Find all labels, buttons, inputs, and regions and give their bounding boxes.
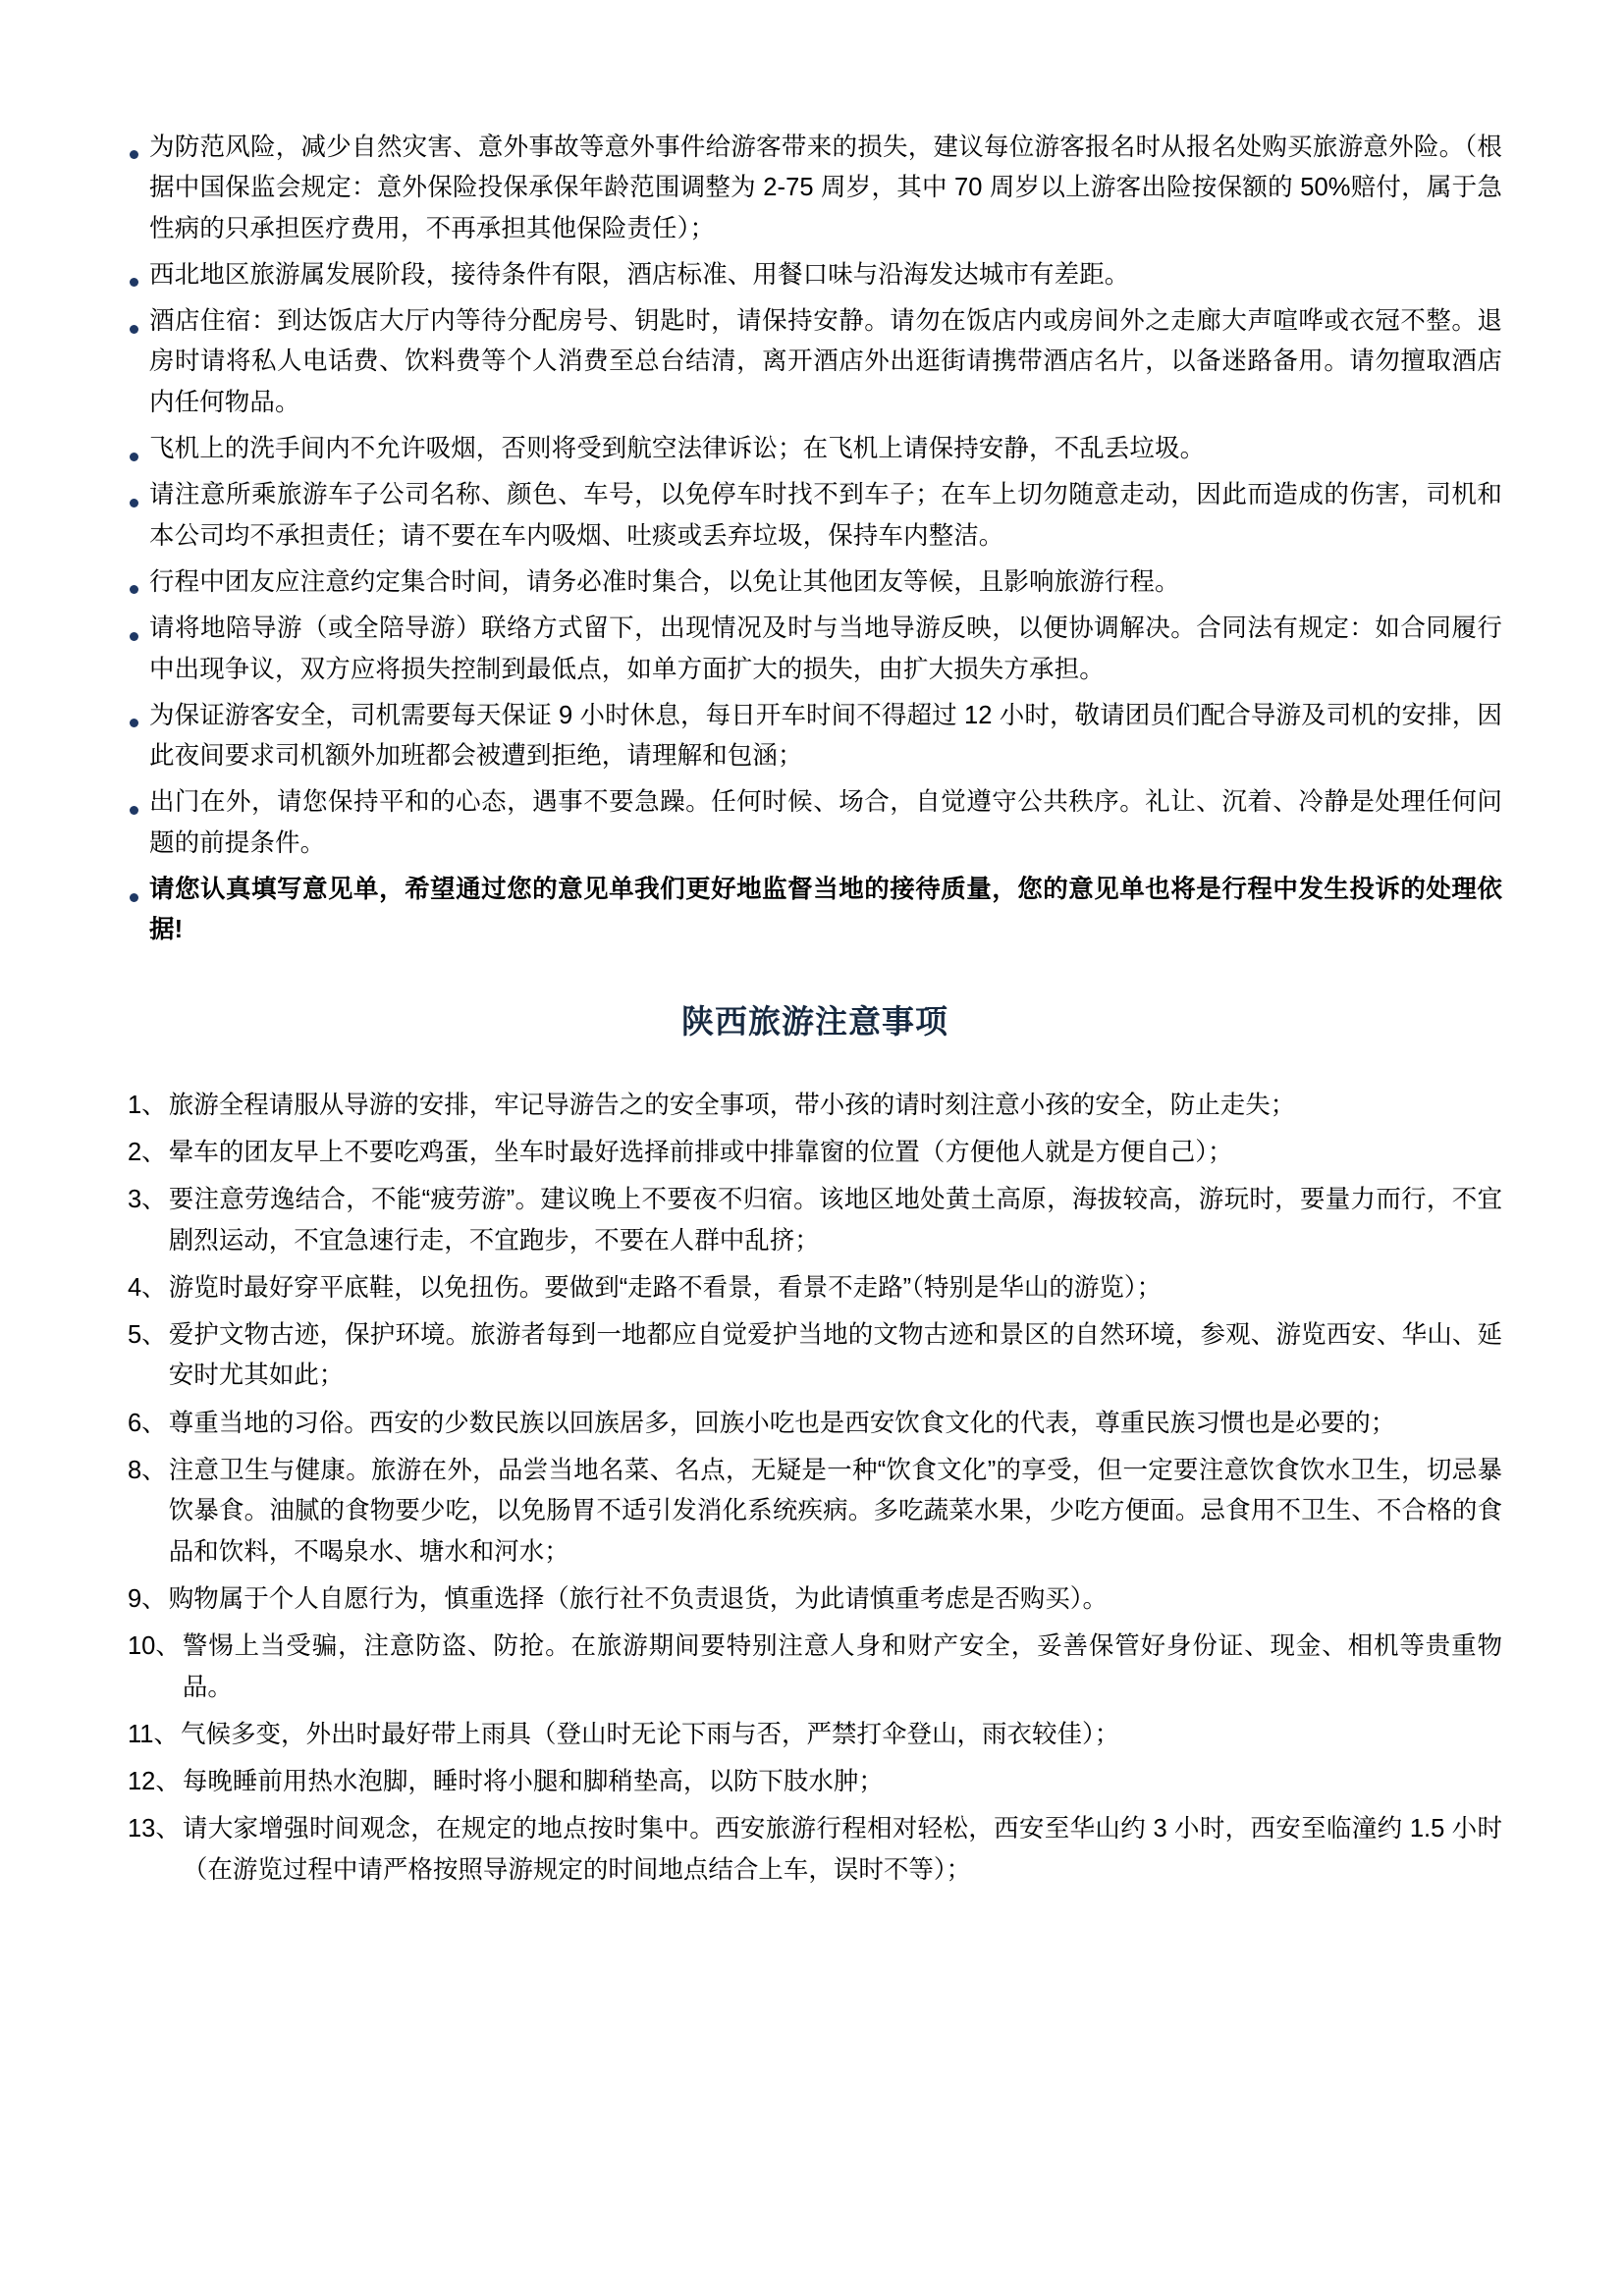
numbered-note-index: 1、 xyxy=(128,1091,167,1119)
numbered-note-index: 3、 xyxy=(128,1186,167,1214)
notice-item-text: 酒店住宿：到达饭店大厅内等待分配房号、钥匙时，请保持安静。请勿在饭店内或房间外之走廊大声喧哗或衣冠不整。退房时请将私人电话费、饮料费等个人消费至总台结清，离开酒店外出逛街请携带酒店名片，以备迷路备用。请勿擅取酒店内任何物品。 xyxy=(149,307,1502,416)
notice-item-text: 出门在外，请您保持平和的心态，遇事不要急躁。任何时候、场合，自觉遵守公共秩序。礼让、沉着、冷静是处理任何问题的前提条件。 xyxy=(149,788,1502,857)
document-content xyxy=(128,128,1502,1897)
numbered-note-item xyxy=(128,1579,1502,1620)
notice-item-text: 飞机上的洗手间内不允许吸烟，否则将受到航空法律诉讼；在飞机上请保持安静，不乱丢垃圾。 xyxy=(149,435,1206,463)
numbered-note-index: 8、 xyxy=(128,1457,167,1485)
numbered-note-text: 购物属于个人自愿行为，慎重选择（旅行社不负责退货，为此请慎重考虑是否购买）。 xyxy=(168,1584,1108,1613)
notice-item xyxy=(128,301,1502,423)
numbered-note-index: 10、 xyxy=(128,1632,181,1661)
notice-item-text: 请注意所乘旅游车子公司名称、颜色、车号，以免停车时找不到车子；在车上切勿随意走动，因此而造成的伤害，司机和本公司均不承担责任；请不要在车内吸烟、吐痰或丢弃垃圾，保持车内整洁。 xyxy=(149,481,1502,550)
numbered-note-item xyxy=(128,1627,1502,1708)
numbered-note-index: 12、 xyxy=(128,1768,181,1796)
numbered-note-text: 旅游全程请服从导游的安排，牢记导游告之的安全事项，带小孩的请时刻注意小孩的安全，防止走失； xyxy=(168,1091,1296,1119)
section-heading-shaanxi-travel-notes: 陕西旅游注意事项 xyxy=(681,1002,948,1040)
numbered-note-text: 爱护文物古迹，保护环境。旅游者每到一地都应自觉爱护当地的文物古迹和景区的自然环境，参观、游览西安、华山、延安时尤其如此； xyxy=(168,1321,1502,1390)
notice-item xyxy=(128,562,1502,603)
notice-item-text: 请将地陪导游（或全陪导游）联络方式留下，出现情况及时与当地导游反映，以便协调解决。合同法有规定：如合同履行中出现争议，双方应将损失控制到最低点，如单方面扩大的损失，由扩大损失方承担。 xyxy=(149,614,1502,683)
numbered-note-text: 请大家增强时间观念，在规定的地点按时集中。西安旅游行程相对轻松，西安至华山约 3 小时，西安至临潼约 1.5 小时（在游览过程中请严格按照导游规定的时间地点结合上车，误时不等）； xyxy=(182,1815,1502,1884)
numbered-note-index: 6、 xyxy=(128,1409,167,1437)
numbered-note-text: 要注意劳逸结合，不能“疲劳游”。建议晚上不要夜不归宿。该地区地处黄土高原，海拔较高，游玩时，要量力而行，不宜剧烈运动，不宜急速行走，不宜跑步，不要在人群中乱挤； xyxy=(168,1186,1502,1255)
notice-item xyxy=(128,475,1502,557)
numbered-note-text: 警惕上当受骗，注意防盗、防抢。在旅游期间要特别注意人身和财产安全，妥善保管好身份证、现金、相机等贵重物品。 xyxy=(182,1632,1502,1701)
notice-item-text: 为防范风险，减少自然灾害、意外事故等意外事件给游客带来的损失，建议每位游客报名时从报名处购买旅游意外险。（根据中国保监会规定：意外保险投保承保年龄范围调整为 2-75 周岁，其中 70 周岁以上游客出险按保额的 50%赔付，属于急性病的只承担医疗费用，不再承担其他保险责任）； xyxy=(149,133,1502,242)
numbered-note-item xyxy=(128,1086,1502,1126)
numbered-note-text: 晕车的团友早上不要吃鸡蛋，坐车时最好选择前排或中排靠窗的位置（方便他人就是方便自己）； xyxy=(168,1138,1233,1166)
numbered-note-index: 5、 xyxy=(128,1321,167,1350)
notice-item-text: 西北地区旅游属发展阶段，接待条件有限，酒店标准、用餐口味与沿海发达城市有差距。 xyxy=(149,260,1130,289)
numbered-notes-list xyxy=(128,1086,1502,1891)
travel-notices-list xyxy=(128,128,1502,951)
numbered-note-text: 每晚睡前用热水泡脚，睡时将小腿和脚稍垫高，以防下肢水肿； xyxy=(182,1768,884,1796)
numbered-note-item xyxy=(128,1762,1502,1802)
notice-item xyxy=(128,429,1502,469)
numbered-note-item xyxy=(128,1451,1502,1573)
notice-item xyxy=(128,782,1502,864)
notice-item-text: 为保证游客安全，司机需要每天保证 9 小时休息，每日开车时间不得超过 12 小时，敬请团员们配合导游及司机的安排，因此夜间要求司机额外加班都会被遭到拒绝，请理解和包涵； xyxy=(149,701,1502,771)
numbered-note-text: 注意卫生与健康。旅游在外，品尝当地名菜、名点，无疑是一种“饮食文化”的享受，但一定要注意饮食饮水卫生，切忌暴饮暴食。油腻的食物要少吃，以免肠胃不适引发消化系统疾病。多吃蔬菜水果，少吃方便面。忌食用不卫生、不合格的食品和饮料，不喝泉水、塘水和河水； xyxy=(168,1457,1502,1566)
numbered-note-item xyxy=(128,1180,1502,1261)
numbered-note-index: 2、 xyxy=(128,1138,167,1166)
notice-item xyxy=(128,870,1502,951)
numbered-note-item xyxy=(128,1715,1502,1755)
numbered-note-index: 13、 xyxy=(128,1815,181,1843)
numbered-note-text: 气候多变，外出时最好带上雨具（登山时无论下雨与否，严禁打伞登山，雨衣较佳）； xyxy=(180,1720,1120,1748)
numbered-note-text: 尊重当地的习俗。西安的少数民族以回族居多，回族小吃也是西安饮食文化的代表，尊重民族习惯也是必要的； xyxy=(168,1409,1396,1437)
numbered-note-item xyxy=(128,1809,1502,1891)
notice-item xyxy=(128,255,1502,295)
numbered-note-index: 11、 xyxy=(128,1720,179,1748)
notice-item-text: 行程中团友应注意约定集合时间，请务必准时集合，以免让其他团友等候，且影响旅游行程。 xyxy=(149,567,1180,596)
numbered-note-item xyxy=(128,1404,1502,1444)
numbered-note-index: 9、 xyxy=(128,1584,167,1613)
notice-item xyxy=(128,128,1502,249)
numbered-note-item xyxy=(128,1133,1502,1173)
notice-item xyxy=(128,609,1502,690)
numbered-note-item xyxy=(128,1315,1502,1397)
numbered-note-text: 游览时最好穿平底鞋，以免扭伤。要做到“走路不看景，看景不走路”（特别是华山的游览）； xyxy=(168,1273,1163,1302)
notice-item xyxy=(128,696,1502,777)
numbered-note-item xyxy=(128,1268,1502,1308)
numbered-note-index: 4、 xyxy=(128,1273,167,1302)
notice-item-text: 请您认真填写意见单，希望通过您的意见单我们更好地监督当地的接待质量，您的意见单也将是行程中发生投诉的处理依据! xyxy=(149,876,1502,944)
